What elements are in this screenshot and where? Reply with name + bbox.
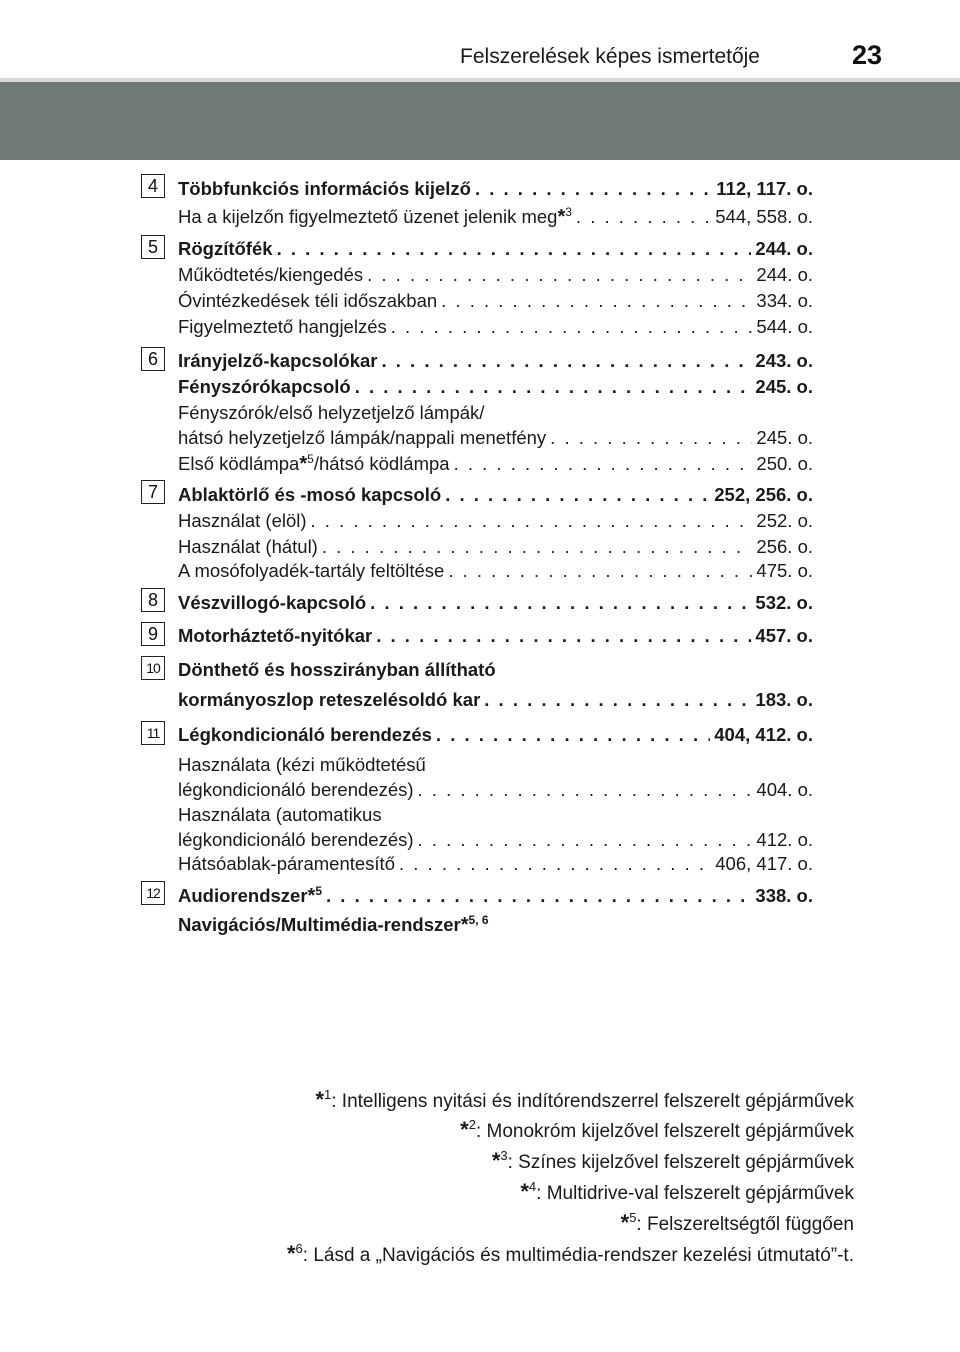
asterisk-mark: * xyxy=(299,453,308,475)
entry-label: Működtetés/kiengedés xyxy=(178,264,364,285)
page-reference: 250. o. xyxy=(756,453,813,474)
entry-line xyxy=(178,205,813,233)
entry-label: Többfunkciós információs kijelző xyxy=(178,178,471,199)
footnote xyxy=(492,1148,854,1174)
leader-dots xyxy=(311,510,753,532)
page-reference: 475. o. xyxy=(756,560,813,581)
leader-dots xyxy=(376,625,751,647)
asterisk-mark: * xyxy=(460,1117,469,1142)
entry-line xyxy=(178,560,813,588)
footnote-ref: 5 xyxy=(307,452,314,466)
leader-dots xyxy=(454,453,753,475)
footnote xyxy=(460,1117,854,1143)
entry-number-badge: 12 xyxy=(141,881,165,905)
page-reference: 245. o. xyxy=(756,427,813,448)
leader-dots xyxy=(441,290,752,312)
footnote xyxy=(520,1179,854,1205)
section-title: Felszerelések képes ismertetője xyxy=(460,45,760,68)
leader-dots xyxy=(381,350,751,372)
footnote-mark: 4 xyxy=(528,1179,537,1194)
page-reference: 245. o. xyxy=(755,376,813,397)
leader-dots xyxy=(550,427,752,449)
footnote-text: : Felszereltségtől függően xyxy=(636,1214,854,1235)
asterisk-mark: * xyxy=(315,1087,324,1112)
entry-label: Vészvillogó-kapcsoló xyxy=(178,592,367,613)
footnote-text: : Monokróm kijelzővel felszerelt gépjárművek xyxy=(475,1121,854,1142)
entry-label: Használata (kézi működtetésű xyxy=(178,754,426,775)
entry-line xyxy=(178,238,813,266)
entry-line xyxy=(178,350,813,378)
entry-line xyxy=(178,402,813,430)
header-band xyxy=(0,82,960,160)
entry-label: Ablaktörlő és -mosó kapcsoló xyxy=(178,484,442,505)
leader-dots xyxy=(277,238,752,260)
entry-line xyxy=(178,625,813,653)
entry-line xyxy=(178,290,813,318)
page-number: 23 xyxy=(852,40,883,70)
footnote-text: : Multidrive-val felszerelt gépjárművek xyxy=(536,1183,854,1204)
page-reference: 404, 412. o. xyxy=(714,724,813,745)
footnote-ref: 5, 6 xyxy=(468,913,489,927)
leader-dots xyxy=(391,316,753,338)
leader-dots xyxy=(418,829,753,851)
entry-label: Hátsóablak-páramentesítő xyxy=(178,853,395,874)
asterisk-mark: * xyxy=(520,1179,529,1204)
entry-line xyxy=(178,754,813,782)
entry-number-badge: 8 xyxy=(141,588,165,612)
leader-dots xyxy=(399,853,711,875)
entry-label: Első ködlámpa*$^5$/hátsó ködlámpa xyxy=(178,452,450,475)
entry-label: Rögzítőfék xyxy=(178,238,273,259)
entry-label: Navigációs/Multimédia-rendszer*$^{5, 6}$ xyxy=(178,913,489,936)
entry-line xyxy=(178,376,813,404)
entry-line xyxy=(178,659,813,687)
entry-number-badge: 4 xyxy=(141,174,165,198)
entry-line xyxy=(178,178,813,206)
entry-label: Fényszórók/első helyzetjelző lámpák/ xyxy=(178,402,485,423)
entry-label: Használat (elöl) xyxy=(178,510,307,531)
entry-line xyxy=(178,510,813,538)
page-reference: 532. o. xyxy=(755,592,813,613)
entry-line xyxy=(178,779,813,807)
entry-line xyxy=(178,316,813,344)
asterisk-mark: * xyxy=(286,1241,296,1266)
entry-label: Légkondicionáló berendezés xyxy=(178,724,432,745)
entry-label: légkondicionáló berendezés) xyxy=(178,829,414,850)
page-reference: 256. o. xyxy=(756,536,813,557)
entry-label: kormányoszlop reteszelésoldó kar xyxy=(178,689,481,710)
entry-line xyxy=(178,913,813,941)
asterisk-mark: * xyxy=(307,885,316,907)
page-reference: 338. o. xyxy=(755,885,813,906)
page-reference: 244. o. xyxy=(755,238,813,259)
entry-number-badge: 11 xyxy=(141,721,165,745)
page-reference: 183. o. xyxy=(755,689,813,710)
leader-dots xyxy=(326,885,751,907)
asterisk-mark: * xyxy=(491,1148,501,1173)
page-reference: 334. o. xyxy=(756,290,813,311)
entry-line xyxy=(178,452,813,480)
entry-number-badge: 9 xyxy=(141,622,165,646)
page-reference: 412. o. xyxy=(756,829,813,850)
entry-label: Irányjelző-kapcsolókar xyxy=(178,350,378,371)
entry-label: Használat (hátul) xyxy=(178,536,318,557)
footnote xyxy=(621,1210,854,1236)
footnote-mark: 5 xyxy=(629,1210,637,1225)
page-reference: 243. o. xyxy=(755,350,813,371)
entry-label: Használata (automatikus xyxy=(178,804,382,825)
leader-dots xyxy=(355,376,752,398)
entry-label: Motorháztető-nyitókar xyxy=(178,625,373,646)
footnote-text: : Színes kijelzővel felszerelt gépjárművek xyxy=(507,1152,854,1173)
asterisk-mark: * xyxy=(620,1210,630,1235)
entry-number-badge: 6 xyxy=(141,347,165,371)
leader-dots xyxy=(418,779,753,801)
asterisk-mark: * xyxy=(460,914,469,936)
entry-number-badge: 10 xyxy=(141,656,165,680)
leader-dots xyxy=(370,592,751,614)
leader-dots xyxy=(484,689,751,711)
asterisk-mark: * xyxy=(557,206,566,228)
leader-dots xyxy=(448,560,752,582)
entry-line xyxy=(178,427,813,455)
entry-label: Óvintézkedések téli időszakban xyxy=(178,290,438,311)
entry-line xyxy=(178,724,813,752)
leader-dots xyxy=(475,178,712,200)
entry-line xyxy=(178,884,813,912)
entry-label: hátsó helyzetjelző lámpák/nappali menetfény xyxy=(178,427,547,448)
page-reference: 112, 117. o. xyxy=(716,178,813,199)
leader-dots xyxy=(436,724,710,746)
entry-label: A mosófolyadék-tartály feltöltése xyxy=(178,560,445,581)
footnote-mark: 1 xyxy=(324,1087,332,1102)
page-reference: 544, 558. o. xyxy=(715,206,813,227)
entry-label: Audiorendszer*$^5$ xyxy=(178,884,323,907)
footnote xyxy=(287,1241,854,1267)
footnote-mark: 6 xyxy=(295,1241,303,1256)
leader-dots xyxy=(367,264,752,286)
footnote-mark: 2 xyxy=(468,1117,476,1132)
footnote-mark: 3 xyxy=(500,1148,508,1163)
leader-dots xyxy=(576,206,711,228)
leader-dots xyxy=(322,536,753,558)
footnote-text: : Intelligens nyitási és indítórendszerrel felszerelt gépjárművek xyxy=(331,1091,854,1112)
page-reference: 457. o. xyxy=(755,625,813,646)
page-reference: 252. o. xyxy=(756,510,813,531)
entry-label: Figyelmeztető hangjelzés xyxy=(178,316,387,337)
entry-label: Dönthető és hosszirányban állítható xyxy=(178,659,496,680)
entry-line xyxy=(178,804,813,832)
page-reference: 544. o. xyxy=(756,316,813,337)
entry-number-badge: 7 xyxy=(141,480,165,504)
footnote-text: : Lásd a „Navigációs és multimédia-rendszer kezelési útmutató”-t. xyxy=(302,1245,854,1266)
entry-number-badge: 5 xyxy=(141,235,165,259)
entry-label: Ha a kijelzőn figyelmeztető üzenet jelenik meg*$^3$ xyxy=(178,205,572,228)
leader-dots xyxy=(445,484,710,506)
entry-line xyxy=(178,264,813,292)
entry-line xyxy=(178,689,813,717)
page-reference: 404. o. xyxy=(756,779,813,800)
page-reference: 244. o. xyxy=(756,264,813,285)
footnote-ref: 5 xyxy=(315,884,323,898)
entry-label: Fényszórókapcsoló xyxy=(178,376,351,397)
page-reference: 406, 417. o. xyxy=(715,853,813,874)
page-reference: 252, 256. o. xyxy=(714,484,813,505)
entry-label: légkondicionáló berendezés) xyxy=(178,779,414,800)
entry-line xyxy=(178,592,813,620)
footnote xyxy=(315,1087,854,1113)
entry-line xyxy=(178,853,813,881)
footnote-ref: 3 xyxy=(565,205,572,219)
entry-line xyxy=(178,484,813,512)
